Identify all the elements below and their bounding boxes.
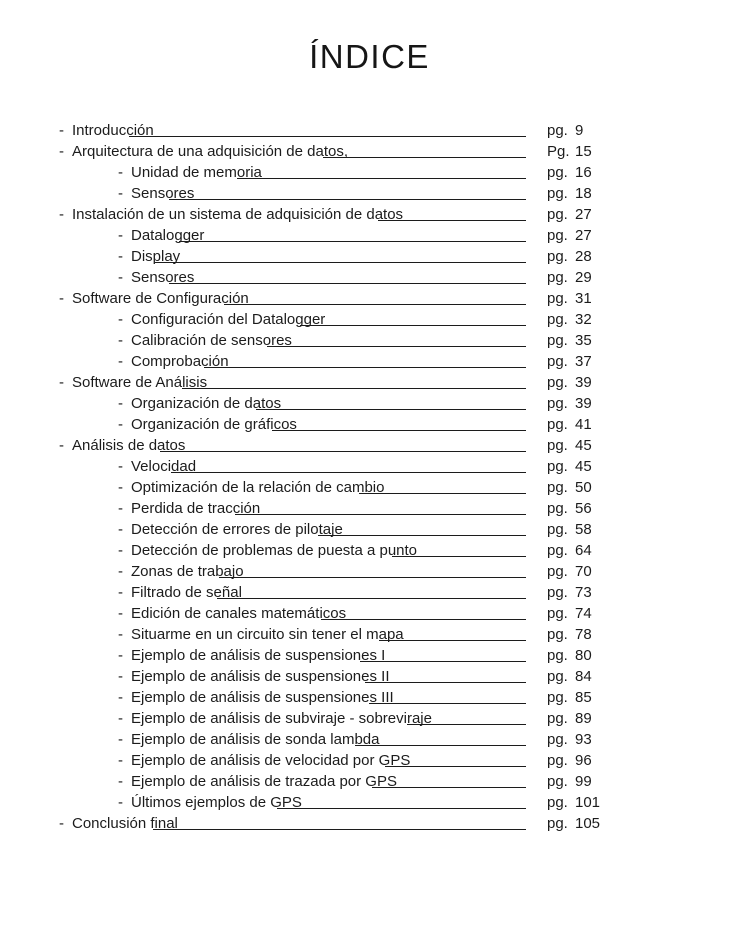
page-ref <box>526 246 621 267</box>
toc-entry-title: Ejemplo de análisis de velocidad por GPS <box>131 752 411 769</box>
page-label: pg. <box>547 269 568 286</box>
bullet-dash: - <box>118 311 123 328</box>
toc-entry <box>59 246 621 267</box>
toc-entry-title: Ejemplo de análisis de sonda lambda <box>131 731 380 748</box>
dot-leader-line <box>171 472 526 473</box>
page-ref <box>526 645 621 666</box>
page-label: pg. <box>547 668 568 685</box>
page-number: 50 <box>575 479 592 496</box>
page-number: 39 <box>575 374 592 391</box>
page-number: 56 <box>575 500 592 517</box>
toc-entry-title: Software de Configuración <box>72 290 249 307</box>
toc-entry <box>59 330 621 351</box>
toc-entry <box>59 183 621 204</box>
page-number: 80 <box>575 647 592 664</box>
page-number: 27 <box>575 227 592 244</box>
page-label: pg. <box>547 395 568 412</box>
dot-leader-line <box>237 178 526 179</box>
page-number: 39 <box>575 395 592 412</box>
bullet-dash: - <box>118 752 123 769</box>
page-label: pg. <box>547 521 568 538</box>
page-number: 93 <box>575 731 592 748</box>
page-ref <box>526 204 621 225</box>
toc-entry <box>59 162 621 183</box>
page-ref <box>526 813 621 834</box>
page-ref <box>526 540 621 561</box>
page-label: pg. <box>547 752 568 769</box>
bullet-dash: - <box>59 122 64 139</box>
bullet-dash: - <box>118 458 123 475</box>
dot-leader-line <box>267 346 526 347</box>
toc-entry <box>59 750 621 771</box>
toc-entry <box>59 729 621 750</box>
dot-leader-line <box>169 283 526 284</box>
dot-leader-line <box>323 157 526 158</box>
toc-entry-title: Organización de gráficos <box>131 416 297 433</box>
page-label: pg. <box>547 815 568 832</box>
page-number: 64 <box>575 542 592 559</box>
page-number: 70 <box>575 563 592 580</box>
toc-entry-title: Últimos ejemplos de GPS <box>131 794 302 811</box>
dot-leader-line <box>155 262 526 263</box>
bullet-dash: - <box>118 248 123 265</box>
page-number: 32 <box>575 311 592 328</box>
bullet-dash: - <box>118 269 123 286</box>
bullet-dash: - <box>118 731 123 748</box>
bullet-dash: - <box>118 794 123 811</box>
bullet-dash: - <box>118 668 123 685</box>
toc-entry-title: Perdida de tracción <box>131 500 261 517</box>
toc-entry <box>59 666 621 687</box>
bullet-dash: - <box>118 605 123 622</box>
page-label: pg. <box>547 773 568 790</box>
page-number: 58 <box>575 521 592 538</box>
toc-entry-title: Instalación de un sistema de adquisición de datos <box>72 206 404 223</box>
page-number: 45 <box>575 458 592 475</box>
bullet-dash: - <box>118 185 123 202</box>
page-ref <box>526 435 621 456</box>
page-label: pg. <box>547 311 568 328</box>
bullet-dash: - <box>118 626 123 643</box>
toc-entry-title: Zonas de trabajo <box>131 563 244 580</box>
dot-leader-line <box>272 430 526 431</box>
toc-entry-title: Velocidad <box>131 458 197 475</box>
toc-entry-title: Ejemplo de análisis de suspensiones II <box>131 668 390 685</box>
page-number: 18 <box>575 185 592 202</box>
toc-entry <box>59 561 621 582</box>
dot-leader-line <box>300 325 526 326</box>
dot-leader-line <box>277 808 526 809</box>
page-number: 37 <box>575 353 592 370</box>
toc-entry <box>59 708 621 729</box>
toc-entry-title: Arquitectura de una adquisición de datos, <box>72 143 349 160</box>
page-label: pg. <box>547 122 568 139</box>
toc-entry <box>59 603 621 624</box>
page-number: 29 <box>575 269 592 286</box>
toc-entry-title: Sensores <box>131 269 195 286</box>
page-ref <box>526 666 621 687</box>
page-ref <box>526 519 621 540</box>
dot-leader-line <box>129 136 526 137</box>
toc-entry <box>59 498 621 519</box>
page-label: pg. <box>547 290 568 307</box>
dot-leader-line <box>217 598 526 599</box>
page-label: pg. <box>547 479 568 496</box>
page-ref <box>526 498 621 519</box>
toc-entry-title: Introducción <box>72 122 154 139</box>
page-number: 31 <box>575 290 592 307</box>
bullet-dash: - <box>59 374 64 391</box>
page-number: 27 <box>575 206 592 223</box>
page-number: 45 <box>575 437 592 454</box>
page-ref <box>526 687 621 708</box>
toc-entry <box>59 288 621 309</box>
toc-entry <box>59 456 621 477</box>
page-ref <box>526 120 621 141</box>
bullet-dash: - <box>118 563 123 580</box>
page-ref <box>526 456 621 477</box>
toc-entry-title: Edición de canales matemáticos <box>131 605 347 622</box>
bullet-dash: - <box>118 521 123 538</box>
toc-entry-title: Ejemplo de análisis de subviraje - sobreviraje <box>131 710 432 727</box>
page-ref <box>526 582 621 603</box>
page-title: ÍNDICE <box>309 38 430 75</box>
page-number: 99 <box>575 773 592 790</box>
toc-entry <box>59 813 621 834</box>
page-label: pg. <box>547 374 568 391</box>
page-label: pg. <box>547 731 568 748</box>
page-ref <box>526 288 621 309</box>
toc-entry <box>59 267 621 288</box>
bullet-dash: - <box>118 647 123 664</box>
toc-entry-title: Software de Análisis <box>72 374 208 391</box>
toc-entry <box>59 582 621 603</box>
toc-entry <box>59 204 621 225</box>
page-ref <box>526 792 621 813</box>
page-label: pg. <box>547 437 568 454</box>
page-label: pg. <box>547 416 568 433</box>
toc-entry <box>59 687 621 708</box>
page-ref <box>526 267 621 288</box>
page-label: pg. <box>547 353 568 370</box>
page-number: 73 <box>575 584 592 601</box>
page-label: pg. <box>547 605 568 622</box>
page-ref <box>526 729 621 750</box>
toc-entry-title: Ejemplo de análisis de suspensiones III <box>131 689 394 706</box>
page-ref <box>526 162 621 183</box>
page-number: 35 <box>575 332 592 349</box>
page-ref <box>526 183 621 204</box>
toc-entry <box>59 393 621 414</box>
bullet-dash: - <box>118 416 123 433</box>
toc-entry <box>59 351 621 372</box>
toc-entry-title: Detección de problemas de puesta a punto <box>131 542 418 559</box>
page-ref <box>526 330 621 351</box>
page-ref <box>526 225 621 246</box>
toc-entry <box>59 519 621 540</box>
bullet-dash: - <box>118 584 123 601</box>
toc-entry-title: Análisis de datos <box>72 437 186 454</box>
dot-leader-line <box>153 829 526 830</box>
dot-leader-line <box>182 388 526 389</box>
toc-entry <box>59 435 621 456</box>
page-ref <box>526 624 621 645</box>
bullet-dash: - <box>118 164 123 181</box>
page-ref <box>526 771 621 792</box>
page-ref <box>526 414 621 435</box>
page-ref <box>526 561 621 582</box>
toc-list <box>59 120 621 834</box>
page-label: pg. <box>547 647 568 664</box>
page-ref <box>526 750 621 771</box>
page-number: 101 <box>575 794 601 811</box>
toc-entry-title: Detección de errores de pilotaje <box>131 521 343 538</box>
toc-entry-title: Optimización de la relación de cambio <box>131 479 385 496</box>
toc-entry-title: Sensores <box>131 185 195 202</box>
toc-entry <box>59 225 621 246</box>
page-number: 41 <box>575 416 592 433</box>
bullet-dash: - <box>59 437 64 454</box>
dot-leader-line <box>321 619 526 620</box>
page-number: 9 <box>575 122 584 139</box>
bullet-dash: - <box>118 353 123 370</box>
page-label: pg. <box>547 689 568 706</box>
toc-entry <box>59 414 621 435</box>
page-label: pg. <box>547 794 568 811</box>
page-number: 84 <box>575 668 592 685</box>
page-label: pg. <box>547 563 568 580</box>
bullet-dash: - <box>118 395 123 412</box>
bullet-dash: - <box>59 290 64 307</box>
bullet-dash: - <box>118 227 123 244</box>
page-number: 74 <box>575 605 592 622</box>
document-page <box>0 36 739 934</box>
toc-entry <box>59 120 621 141</box>
page-ref <box>526 708 621 729</box>
page-number: 85 <box>575 689 592 706</box>
page-ref <box>526 309 621 330</box>
bullet-dash: - <box>118 332 123 349</box>
page-label: pg. <box>547 248 568 265</box>
page-number: 105 <box>575 815 601 832</box>
page-label: pg. <box>547 584 568 601</box>
toc-entry <box>59 624 621 645</box>
page-ref <box>526 372 621 393</box>
dot-leader-line <box>355 745 527 746</box>
page-label: pg. <box>547 500 568 517</box>
toc-entry-title: Datalogger <box>131 227 205 244</box>
toc-entry <box>59 645 621 666</box>
page-label: pg. <box>547 626 568 643</box>
toc-entry-title: Ejemplo de análisis de suspensiones I <box>131 647 386 664</box>
page-label: pg. <box>547 710 568 727</box>
toc-entry <box>59 141 621 162</box>
page-number: 89 <box>575 710 592 727</box>
page-number: 15 <box>575 143 592 160</box>
toc-entry-title: Situarme en un circuito sin tener el mapa <box>131 626 404 643</box>
toc-entry-title: Filtrado de señal <box>131 584 242 601</box>
toc-entry-title: Conclusión final <box>72 815 178 832</box>
toc-entry-title: Display <box>131 248 181 265</box>
bullet-dash: - <box>118 500 123 517</box>
page-number: 16 <box>575 164 592 181</box>
toc-entry-title: Organización de datos <box>131 395 282 412</box>
bullet-dash: - <box>118 773 123 790</box>
page-number: 96 <box>575 752 592 769</box>
toc-entry-title: Comprobación <box>131 353 229 370</box>
toc-entry-title: Unidad de memoria <box>131 164 262 181</box>
page-number: 78 <box>575 626 592 643</box>
page-ref <box>526 477 621 498</box>
page-ref <box>526 141 621 162</box>
dot-leader-line <box>219 577 526 578</box>
dot-leader-line <box>179 241 526 242</box>
toc-entry <box>59 309 621 330</box>
bullet-dash: - <box>118 710 123 727</box>
dot-leader-line <box>204 367 526 368</box>
page-number: 28 <box>575 248 592 265</box>
toc-entry <box>59 372 621 393</box>
dot-leader-line <box>169 199 526 200</box>
bullet-dash: - <box>118 479 123 496</box>
page-label: pg. <box>547 164 568 181</box>
page-ref <box>526 393 621 414</box>
dot-leader-line <box>160 451 526 452</box>
page-ref <box>526 351 621 372</box>
page-ref <box>526 603 621 624</box>
toc-entry-title: Configuración del Datalogger <box>131 311 326 328</box>
page-label: Pg. <box>547 143 570 160</box>
toc-entry <box>59 540 621 561</box>
toc-entry <box>59 477 621 498</box>
bullet-dash: - <box>118 689 123 706</box>
toc-entry-title: Calibración de sensores <box>131 332 292 349</box>
bullet-dash: - <box>59 143 64 160</box>
toc-entry-title: Ejemplo de análisis de trazada por GPS <box>131 773 397 790</box>
toc-entry <box>59 792 621 813</box>
dot-leader-line <box>256 409 526 410</box>
page-label: pg. <box>547 458 568 475</box>
page-label: pg. <box>547 227 568 244</box>
bullet-dash: - <box>118 542 123 559</box>
dot-leader-line <box>224 304 526 305</box>
bullet-dash: - <box>59 206 64 223</box>
toc-entry <box>59 771 621 792</box>
dot-leader-line <box>318 535 526 536</box>
page-label: pg. <box>547 185 568 202</box>
dot-leader-line <box>235 514 526 515</box>
bullet-dash: - <box>59 815 64 832</box>
page-label: pg. <box>547 542 568 559</box>
page-label: pg. <box>547 206 568 223</box>
page-label: pg. <box>547 332 568 349</box>
